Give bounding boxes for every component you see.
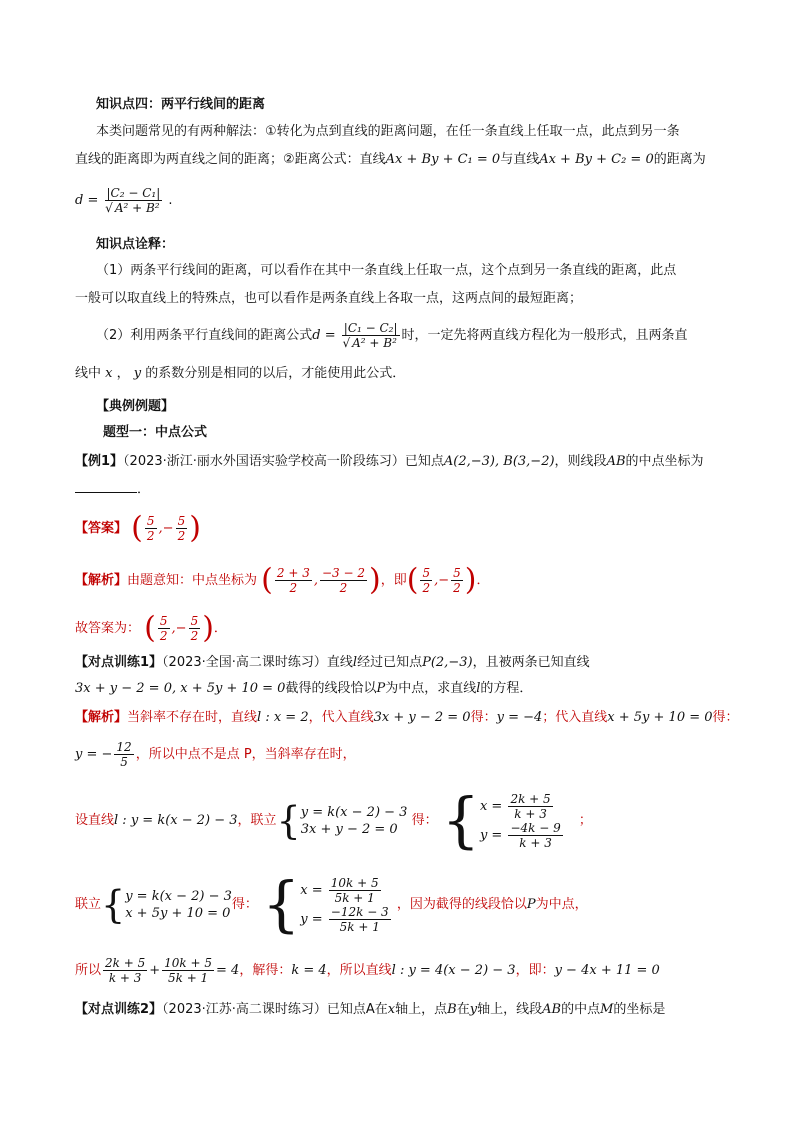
solution-line: 【解析】由题意知：中点坐标为 ( $\frac{2 + 3}{2}$ , $\frac{-3 - 2}{2}$ )，即( $\frac{5}{2}$ ,− $\frac{5}{2}$ )． — [75, 562, 490, 598]
solution-line: 设直线l : y = k(x − 2) − 3，联立{ y = k(x − 2) − 3 3x + y − 2 = 0 得： { x = $\frac{2k + 5}{k + 3}$ y = $\frac{-4k - 9}{k + 3}$ ； — [75, 785, 592, 856]
example-1: 【例1】（2023·浙江·丽水外国语实验学校高一阶段练习）已知点A(2,−3), B(3,−2)，则线段AB的中点坐标为 — [75, 454, 704, 469]
training-1-line2: 3x + y − 2 = 0, x + 5y + 10 = 0截得的线段恰以P为中点，求直线l的方程． — [75, 681, 533, 696]
training-2: 【对点训练2】（2023·江苏·高二课时练习）已知点A在x轴上，点B在y轴上，线段AB的中点M的坐标是 — [75, 1002, 666, 1017]
type-title: 题型一：中点公式 — [103, 425, 208, 440]
answer-line: 【答案】 ( $\frac{5}{2}$ ,− $\frac{5}{2}$ ) — [75, 510, 201, 546]
paragraph-line: 直线的距离即为两直线之间的距离；②距离公式：直线Ax + By + C₁ = 0与直线Ax + By + C₂ = 0的距离为 — [75, 152, 706, 167]
paragraph-line: 本类问题常见的有两种解法：①转化为点到直线的距离问题，在任一条直线上任取一点，此点到另一条 — [96, 124, 680, 139]
training-1: 【对点训练1】（2023·全国·高二课时练习）直线l经过已知点P(2,−3)，且被两条已知直线 — [75, 655, 590, 670]
solution-line: 【解析】当斜率不存在时，直线l : x = 2，代入直线3x + y − 2 = 0得：y = −4；代入直线x + 5y + 10 = 0得： — [75, 710, 739, 725]
examples-header: 【典例例题】 — [96, 399, 175, 414]
solution-line: 联立{ y = k(x − 2) − 3 x + 5y + 10 = 0 得： { x = $\frac{10k + 5}{5k + 1}$ y = $\frac{-12k - 3}{5k + 1}$ ，因为截得的线段恰以P为中点， — [75, 869, 588, 940]
note-line: 一般可以取直线上的特殊点，也可以看作是两条直线上各取一点，这两点间的最短距离； — [75, 291, 583, 306]
solution-line: 所以 $\frac{2k + 5}{k + 3}$ + $\frac{10k + 5}{5k + 1}$ = 4，解得：k = 4，所以直线l : y = 4(x − 2) − 3，即：y − 4x + 11 = 0 — [75, 956, 660, 985]
notes-title: 知识点诠释： — [96, 237, 175, 252]
note-line: （1）两条平行线间的距离，可以看作在其中一条直线上任取一点，这个点到另一条直线的距离，此点 — [96, 263, 677, 278]
answer-blank: ． — [75, 480, 150, 499]
solution-line: y = − $\frac{12}{5}$ ，所以中点不是点 P，当斜率存在时， — [75, 740, 356, 769]
section-title: 知识点四：两平行线间的距离 — [96, 97, 266, 112]
distance-formula: d = $\frac{\text{|C₂ − C₁|}}{\text{√ A² + B²}}$ . — [75, 186, 173, 215]
note-line: 线中 x ， y 的系数分别是相同的以后，才能使用此公式． — [75, 366, 406, 381]
conclusion-line: 故答案为： ( $\frac{5}{2}$ ,− $\frac{5}{2}$ )． — [75, 610, 227, 646]
note-line: （2）利用两条平行直线间的距离公式d = $\frac{\text{|C₁ − C₂|}}{\text{√ A² + B²}}$ 时，一定先将两直线方程化为一般形式，且两条直 — [96, 321, 688, 350]
